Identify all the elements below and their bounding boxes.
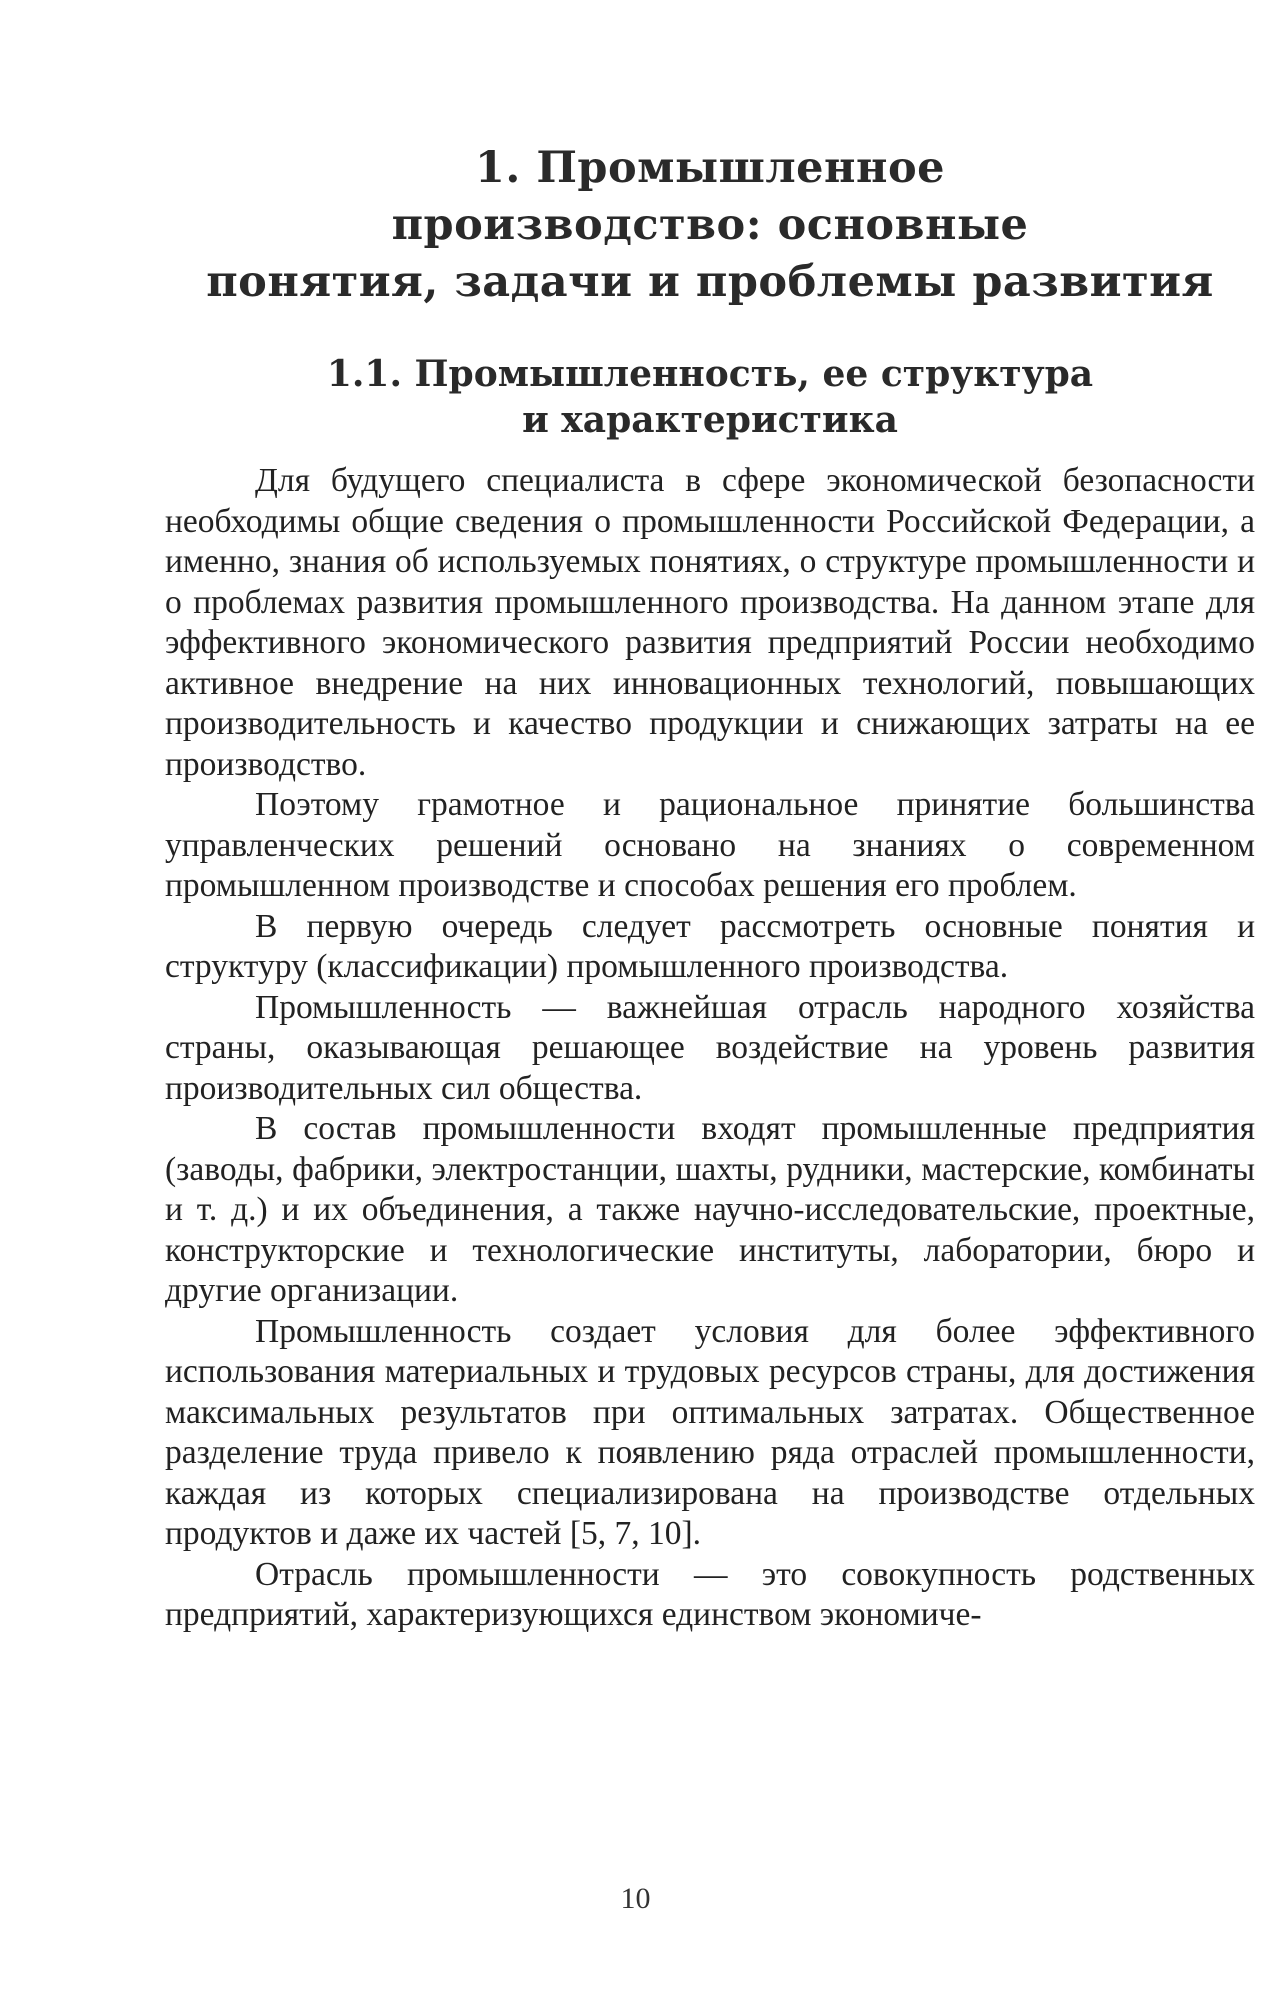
body-text (165, 461, 1255, 1636)
chapter-title-line: 1. Промышленное (474, 143, 946, 193)
chapter-title-line: понятия, задачи и проблемы развития (206, 257, 1214, 307)
paragraph: В состав промышленности входят промышленные предприятия (заводы, фабрики, электростанции, шахты, рудники, мастерские, комбинаты и т. д.) и их объединения, а также научно-исследовательские, проектные, конструкторские и технологические институты, лаборатории, бюро и другие организации. (165, 1110, 1255, 1309)
chapter-title-line: производство: основные (391, 200, 1029, 250)
page-content (165, 140, 1255, 1636)
paragraph: Поэтому грамотное и рациональное принятие большинства управленческих решений основано на знаниях о современном промышленном производстве и способах решения его проблем. (165, 786, 1255, 904)
paragraph: Для будущего специалиста в сфере экономической безопасности необходимы общие сведения о промышленности Российской Федерации, а именно, знания об используемых понятиях, о структуре промышленности и о проблемах развития промышленного производства. На данном этапе для эффективного экономического развития предприятий России необходимо активное внедрение на них инновационных технологий, повышающих производительность и качество продукции и снижающих затраты на ее производство. (165, 462, 1255, 783)
section-title (165, 351, 1255, 443)
section-title-line: и характеристика (522, 399, 898, 441)
paragraph: Промышленность — важнейшая отрасль народного хозяйства страны, оказывающая решающее воздействие на уровень развития производительных сил общества. (165, 988, 1255, 1107)
paragraph: Промышленность создает условия для более эффективного использования материальных и трудовых ресурсов страны, для достижения максимальных результатов при оптимальных затратах. Общественное разделение труда привело к появлению ряда отраслей промышленности, каждая из которых специализирована на производстве отдельных продуктов и даже их частей [5, 7, 10]. (165, 1312, 1255, 1552)
paragraph: Отрасль промышленности — это совокупность родственных предприятий, характеризующихся единством экономиче- (165, 1555, 1255, 1633)
page-number: 10 (620, 1882, 651, 1915)
chapter-title (165, 140, 1255, 311)
paragraph: В первую очередь следует рассмотреть основные понятия и структуру (классификации) промышленного производства. (165, 907, 1255, 985)
section-title-line: 1.1. Промышленность, ее структура (326, 353, 1094, 395)
